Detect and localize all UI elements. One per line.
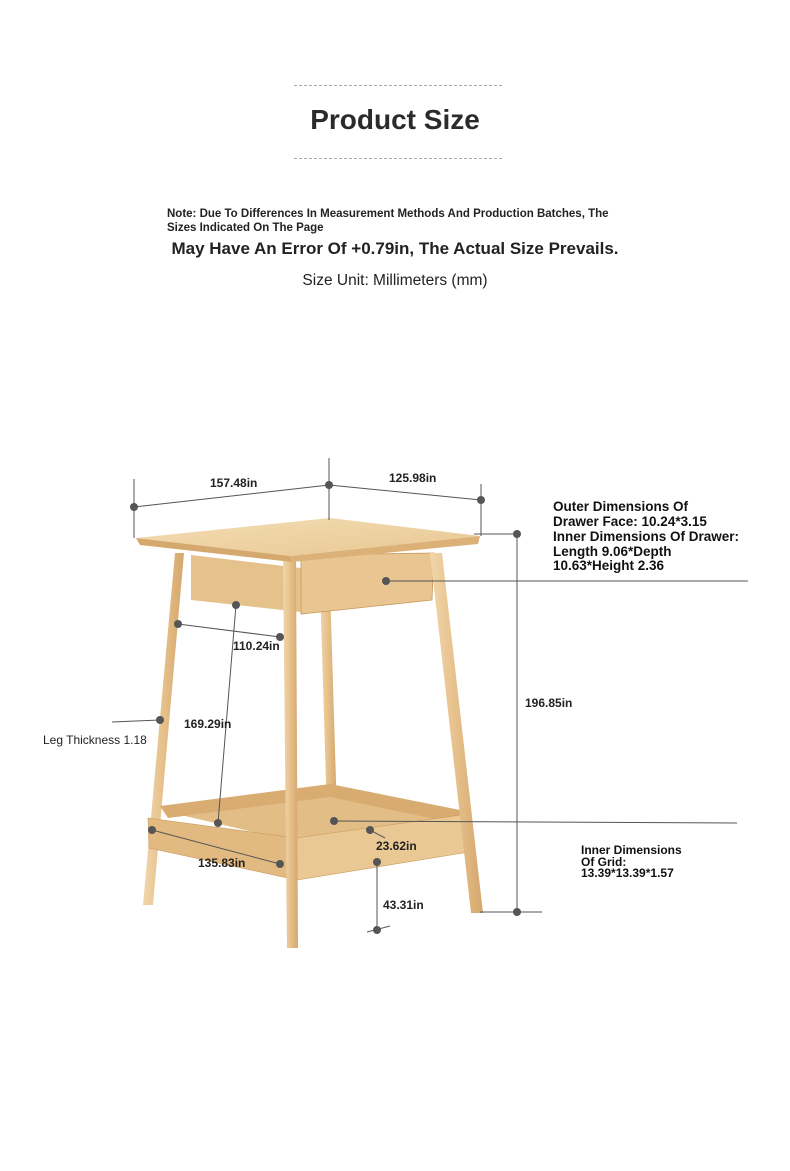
top-depth-label: 125.98in	[389, 471, 437, 485]
dim-marker	[214, 819, 222, 827]
shelf-clearance-label: 43.31in	[383, 898, 424, 912]
dim-marker	[174, 620, 182, 628]
grid-inner-line-1: Inner Dimensions	[581, 843, 682, 857]
dim-marker	[330, 817, 338, 825]
drawer-inner-callout: Inner Dimensions Of Drawer: Length 9.06*Depth 10.63*Height 2.36	[553, 529, 740, 573]
top-width-label: 157.48in	[210, 476, 258, 490]
page-title: Product Size	[310, 104, 480, 135]
shelf-width-label: 135.83in	[198, 856, 246, 870]
dim-marker	[513, 530, 521, 538]
dim-marker	[373, 858, 381, 866]
drawer-width-label: 110.24in	[233, 639, 280, 653]
grid-inner-callout	[581, 845, 682, 880]
frame-height-label: 169.29in	[184, 717, 232, 731]
dim-marker	[373, 926, 381, 934]
dim-marker	[232, 601, 240, 609]
error-note: May Have An Error Of +0.79in, The Actual Size Prevails.	[171, 239, 619, 258]
leg-front-right	[430, 553, 483, 913]
dim-marker	[325, 481, 333, 489]
dim-marker	[130, 503, 138, 511]
drawer-face	[301, 553, 434, 614]
total-height-label: 196.85in	[525, 696, 573, 710]
drawer-face-callout: Outer Dimensions Of Drawer Face: 10.24*3.15	[553, 499, 707, 529]
leg-front-left	[283, 560, 298, 948]
dim-marker	[382, 577, 390, 585]
leg-thickness-label: Leg Thickness 1.18	[43, 733, 147, 747]
dim-marker	[366, 826, 374, 834]
dim-marker	[513, 908, 521, 916]
grid-inner-line-3: 13.39*13.39*1.57	[581, 866, 674, 880]
size-unit-note: Size Unit: Millimeters (mm)	[302, 272, 488, 289]
dim-marker	[477, 496, 485, 504]
dim-marker	[148, 826, 156, 834]
dim-marker	[276, 860, 284, 868]
shelf-rail-label: 23.62in	[376, 839, 417, 853]
measurement-note: Note: Due To Differences In Measurement Methods And Production Batches, The Sizes Indicated On The Page	[167, 208, 609, 234]
dim-marker	[156, 716, 164, 724]
grid-inner-line-2: Of Grid:	[581, 854, 627, 869]
